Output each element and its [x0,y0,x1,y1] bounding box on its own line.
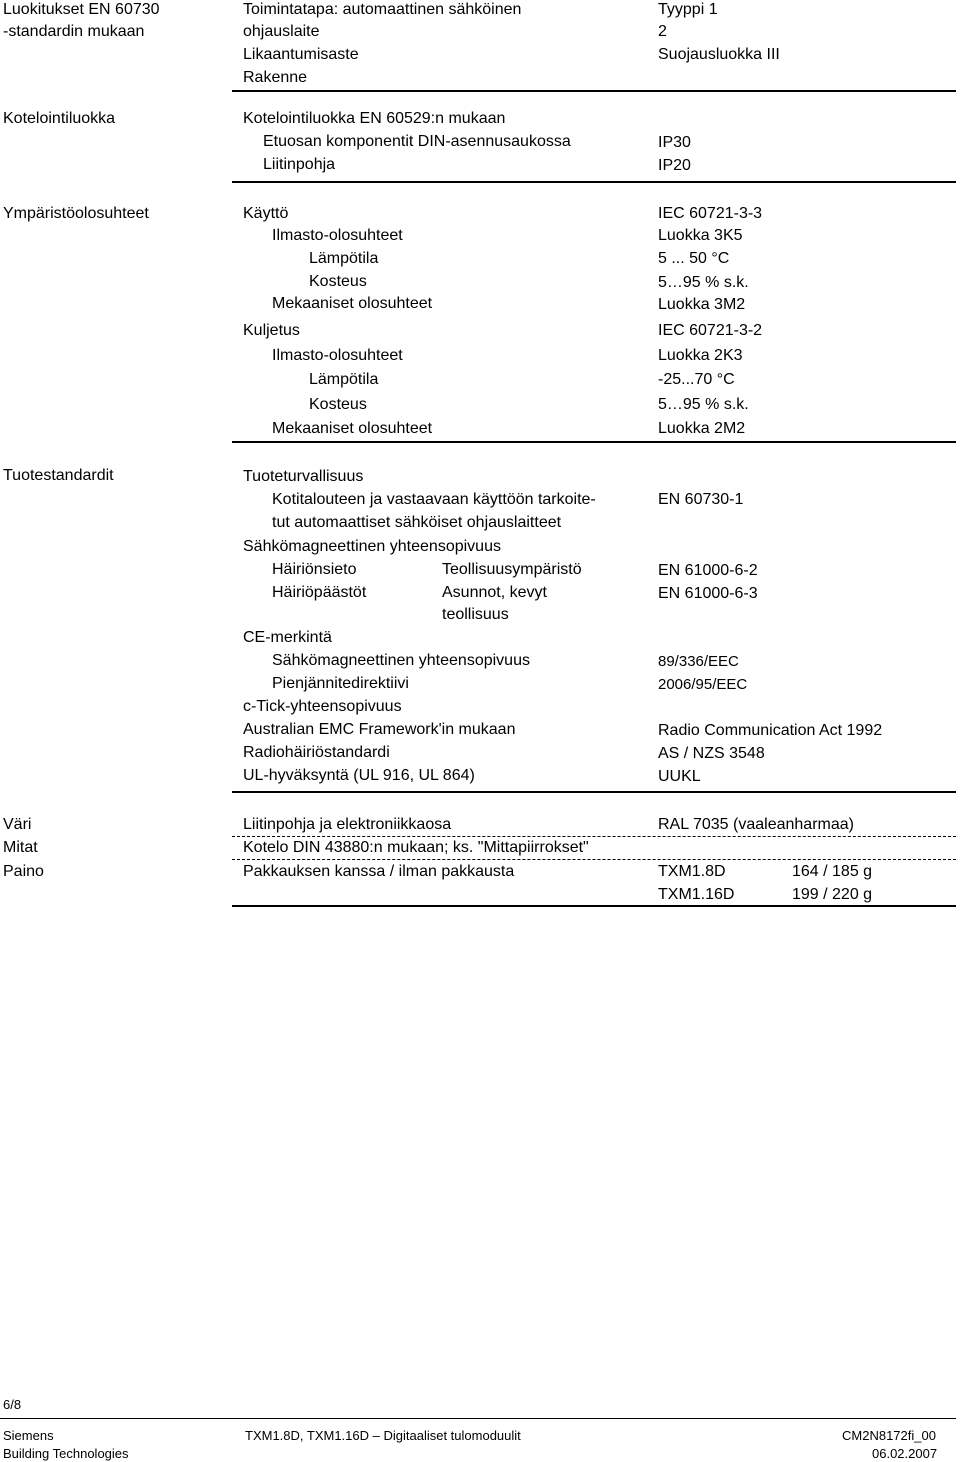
product-safety: Tuoteturvallisuus [243,468,364,485]
operation-humidity: Kosteus [309,273,367,290]
safety-text-1: Kotitalouteen ja vastaavaan käyttöön tarkoite- [272,491,596,508]
housing-heading: Kotelointiluokka EN 60529:n mukaan [243,110,506,127]
safety-text-2: tut automaattiset sähköiset ohjauslaitteet [272,514,562,531]
transport-climate-class: Luokka 2K3 [658,347,743,364]
divider [232,836,956,837]
transport-temp-value: -25...70 °C [658,371,735,388]
operation-mechanical-class: Luokka 3M2 [658,296,746,313]
operation-standard: IEC 60721-3-3 [658,205,763,222]
footer-doc-id: CM2N8172fi_00 [842,1428,936,1443]
type-value: Tyyppi 1 [658,1,718,18]
operation-title: Käyttö [243,205,289,222]
divider [232,181,956,183]
divider [232,859,956,860]
footer-company-1: Siemens [3,1428,54,1443]
ip30-value: IP30 [658,134,691,151]
operation-temp-value: 5 ... 50 °C [658,250,730,267]
emission-env-1: Asunnot, kevyt [442,584,547,601]
page-number: 6/8 [3,1397,22,1412]
protection-class: Suojausluokka III [658,46,780,63]
divider [232,441,956,443]
ce-low-voltage: Pienjännitedirektiivi [272,675,409,692]
emission: Häiriöpäästöt [272,584,367,601]
radio-standard: Radiohäiriöstandardi [243,744,390,761]
housing-label: Kotelointiluokka [3,110,116,127]
divider [232,90,956,92]
weight-txm1-8d: 164 / 185 g [792,863,873,880]
dimensions-label: Mitat [3,839,38,856]
pollution-degree: Likaantumisaste [243,46,359,63]
color-value: RAL 7035 (vaaleanharmaa) [658,816,854,833]
footer-company-2: Building Technologies [3,1446,129,1461]
ce-lv-value: 2006/95/EEC [658,676,748,693]
australian-emc-value: Radio Communication Act 1992 [658,722,883,739]
standards-label: Tuotestandardit [3,467,114,484]
transport-standard: IEC 60721-3-2 [658,322,763,339]
divider [232,905,956,907]
footer-doc-title: TXM1.8D, TXM1.16D – Digitaaliset tulomoduulit [245,1428,521,1443]
construction: Rakenne [243,69,308,86]
ip20-value: IP20 [658,157,691,174]
ul-approval: UL-hyväksyntä (UL 916, UL 864) [243,767,475,784]
operation-climate-class: Luokka 3K5 [658,227,743,244]
classification-label-2: -standardin mukaan [3,23,145,40]
ce-emc-value: 89/336/EEC [658,653,739,670]
operating-principle: Toimintatapa: automaattinen sähköinen [243,1,522,18]
footer-rule [0,1418,956,1419]
emission-value: EN 61000-6-3 [658,585,758,602]
immunity: Häiriönsieto [272,561,357,578]
operation-humidity-value: 5…95 % s.k. [658,274,749,291]
immunity-value: EN 61000-6-2 [658,562,758,579]
emission-env-2: teollisuus [442,606,509,623]
transport-mechanical: Mekaaniset olosuhteet [272,420,433,437]
divider [232,791,956,793]
environment-label: Ympäristöolosuhteet [3,205,149,222]
weight-txm1-16d: 199 / 220 g [792,886,873,903]
classification-label-1: Luokitukset EN 60730 [3,1,160,18]
transport-mechanical-class: Luokka 2M2 [658,420,746,437]
transport-humidity: Kosteus [309,396,367,413]
immunity-env: Teollisuusympäristö [442,561,582,578]
model-txm1-16d: TXM1.16D [658,886,735,903]
terminal-base: Liitinpohja [263,156,336,173]
color-text: Liitinpohja ja elektroniikkaosa [243,816,452,833]
safety-value: EN 60730-1 [658,491,744,508]
transport-humidity-value: 5…95 % s.k. [658,396,749,413]
ce-marking: CE-merkintä [243,629,332,646]
operation-climate: Ilmasto-olosuhteet [272,227,403,244]
color-label: Väri [3,816,32,833]
radio-standard-value: AS / NZS 3548 [658,745,765,762]
emc-title: Sähkömagneettinen yhteensopivuus [243,538,501,555]
pollution-value: 2 [658,23,667,40]
australian-emc: Australian EMC Framework'in mukaan [243,721,516,738]
weight-label: Paino [3,863,44,880]
transport-title: Kuljetus [243,322,300,339]
ctick: c-Tick-yhteensopivuus [243,698,402,715]
weight-text: Pakkauksen kanssa / ilman pakkausta [243,863,515,880]
transport-climate: Ilmasto-olosuhteet [272,347,403,364]
operation-temp: Lämpötila [309,250,379,267]
dimensions-text: Kotelo DIN 43880:n mukaan; ks. "Mittapiirrokset" [243,839,589,856]
operation-mechanical: Mekaaniset olosuhteet [272,295,433,312]
footer-date: 06.02.2007 [872,1446,938,1461]
controller-text: ohjauslaite [243,23,320,40]
front-components: Etuosan komponentit DIN-asennusaukossa [263,133,571,150]
model-txm1-8d: TXM1.8D [658,863,726,880]
ul-value: UUKL [658,768,701,785]
transport-temp: Lämpötila [309,371,379,388]
ce-emc: Sähkömagneettinen yhteensopivuus [272,652,530,669]
